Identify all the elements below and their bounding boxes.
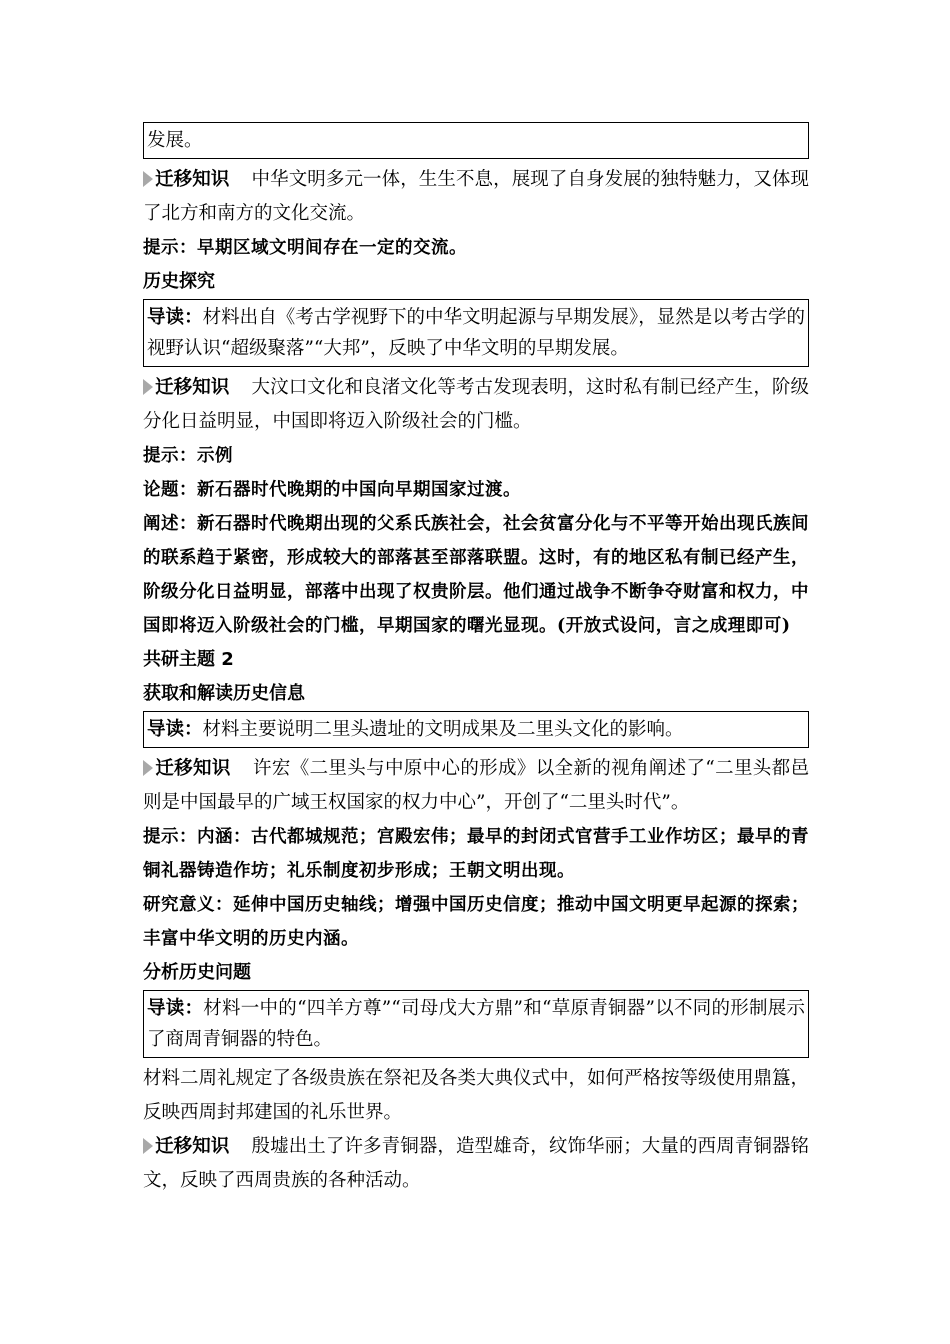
transfer-knowledge-2 (143, 371, 809, 439)
triangle-icon (143, 1138, 153, 1154)
guide-box (143, 299, 809, 367)
hint-text: 示例 (197, 446, 233, 466)
guide-label: 导读： (147, 719, 203, 740)
guide-label: 导读： (147, 998, 204, 1019)
guide-text: 材料一中的“四羊方尊”“司母戊大方鼎”和“草原青铜器”以不同的形制展示了商周青铜器的特色。 (147, 998, 805, 1050)
answer-box (143, 122, 809, 159)
transfer-text: 中华文明多元一体，生生不息，展现了自身发展的独特魅力，又体现了北方和南方的文化交流。 (143, 169, 809, 224)
hint-label: 提示： (143, 238, 197, 258)
guide-text: 材料主要说明二里头遗址的文明成果及二里头文化的影响。 (202, 719, 684, 740)
guide-text-block (147, 302, 805, 364)
triangle-icon (143, 760, 153, 776)
transfer-knowledge-4 (143, 1130, 809, 1198)
research-text: 研究意义：延伸中国历史轴线；增强中国历史信度；推动中国文明更早起源的探索；丰富中华文明的历史内涵。 (143, 895, 809, 949)
transfer-knowledge-3 (143, 752, 809, 820)
box-text: 发展。 (147, 130, 203, 151)
hint-3 (143, 820, 809, 888)
transfer-text: 大汶口文化和良渚文化等考古发现表明，这时私有制已经产生，阶级分化日益明显，中国即将迈入阶级社会的门槛。 (143, 377, 809, 432)
section-heading: 历史探究 (143, 271, 215, 292)
guide-box (143, 711, 809, 748)
guide-text: 材料出自《考古学视野下的中华文明起源与早期发展》，显然是以考古学的视野认识“超级聚落”“大邦”，反映了中华文明的早期发展。 (147, 307, 805, 359)
document-page (143, 122, 809, 1198)
transfer-label: 迁移知识 (155, 377, 230, 398)
hint-1 (143, 231, 809, 265)
elaboration-text: 阐述：新石器时代晚期出现的父系氏族社会，社会贫富分化与不平等开始出现氏族间的联系趋于紧密，形成较大的部落甚至部落联盟。这时，有的地区私有制已经产生，阶级分化日益明显，部落中出现了权贵阶层。他们通过战争不断争夺财富和权力，中国即将迈入阶级社会的门槛，早期国家的曙光显现。(开放式设问，言之成理即可) (143, 514, 809, 636)
transfer-label: 迁移知识 (155, 758, 231, 779)
hint-text: 内涵：古代都城规范；宫殿宏伟；最早的封闭式官营手工业作坊区；最早的青铜礼器铸造作坊；礼乐制度初步形成；王朝文明出现。 (143, 827, 809, 881)
transfer-knowledge-1 (143, 163, 809, 231)
hint-2 (143, 439, 809, 473)
section-heading: 分析历史问题 (143, 962, 251, 983)
topic-text: 论题：新石器时代晚期的中国向早期国家过渡。 (143, 480, 521, 500)
guide-text-block (147, 993, 805, 1055)
transfer-label: 迁移知识 (155, 169, 230, 190)
hint-label: 提示： (143, 827, 197, 847)
guide-text-block (147, 714, 805, 745)
transfer-text: 殷墟出土了许多青铜器，造型雄奇，纹饰华丽；大量的西周青铜器铭文，反映了西周贵族的各种活动。 (143, 1136, 809, 1191)
section-heading: 共研主题 2 (143, 649, 234, 670)
guide-label: 导读： (147, 307, 203, 328)
transfer-label: 迁移知识 (155, 1136, 230, 1157)
guide-box (143, 990, 809, 1058)
transfer-text: 许宏《二里头与中原中心的形成》以全新的视角阐述了“二里头都邑则是中国最早的广域王权国家的权力中心”，开创了“二里头时代”。 (143, 758, 809, 813)
triangle-icon (143, 171, 153, 187)
triangle-icon (143, 379, 153, 395)
hint-label: 提示： (143, 446, 197, 466)
hint-text: 早期区域文明间存在一定的交流。 (197, 238, 467, 258)
section-heading: 获取和解读历史信息 (143, 683, 305, 704)
material-two-text: 材料二周礼规定了各级贵族在祭祀及各类大典仪式中，如何严格按等级使用鼎簋，反映西周封邦建国的礼乐世界。 (143, 1068, 810, 1123)
